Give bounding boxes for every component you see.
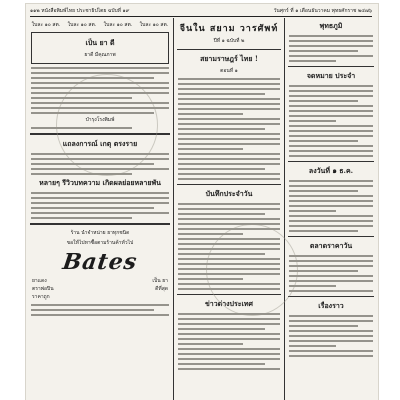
ad-left-line: ราคาถูก [32,294,50,300]
section-headline: เรื่องราว [318,301,344,310]
column-subtitle: ปีที่ ๑ ฉบับที่ ๒ [213,38,245,44]
notice-heading: บำรุงโรงพิมพ์ [85,117,115,123]
notice-box [31,32,169,64]
section-headline: จดหมาย ประจำ [306,71,356,80]
article-headline: สยามราษฎร์ ไทย ! [200,54,258,63]
price-label: ใบละ ๑๐ สต. [31,22,61,28]
price-label: ใบละ ๑๐ สต. [139,22,169,28]
ad-right-line: ดีที่สุด [155,286,168,292]
ad-right [152,277,168,301]
article-subtitle: ตอนที่ ๑ [220,68,238,74]
watermark-stamp [56,74,158,176]
column-title: จีนใน สยาม วารศัพท์ [179,24,279,34]
ad-body [32,277,168,301]
section-headline: ตลาดราคาวัน [309,241,353,250]
ad-left-line: ตราพ่อปิน [32,286,54,292]
section-headline: หลายๆ รีวิวบทความ เกิดผลย่อยหลายพัน [39,178,161,187]
masthead [30,6,372,17]
price-row [28,21,172,29]
ad-second-line: ขอให้ไปหาซื้อตามร้านค้าทั่วไป [66,240,134,246]
ad-left-line: ยาแดง [32,278,47,284]
ad-right-line: เป็น ยา [152,278,168,284]
price-label: ใบละ ๑๐ สต. [103,22,133,28]
masthead-right: วันศุกร์ ที่ ๑ เดือนธันวาคม พุทธศักราช ๒๔๗๖ [273,8,372,14]
price-label: ใบละ ๑๐ สต. [67,22,97,28]
column-rule [173,18,174,400]
newspaper-page [26,4,378,400]
ad-left [32,277,54,301]
box-subtitle: ยาดี มีคุณภาพ [84,52,116,58]
ad-top-line: ร้าน นำจำหน่าย ยาทุกชนิด [70,230,130,236]
box-title: เป็น ยา ดี [85,38,115,47]
column-middle [175,18,283,400]
article-headline: แถลงการณ์ เกตุ ตรงราย [62,139,138,148]
masthead-left: ๑๑๒ หนังสือพิมพ์ไทย ประชาธิปไตย ฉบับที่ ๑๙ [30,8,130,14]
brand-logo: Bates [60,249,140,275]
section-headline: ข่าวต่างประเทศ [205,299,253,308]
column-title: พุทธภูมิ [319,21,343,30]
column-rule [284,18,285,400]
column-right [286,18,376,400]
section-headline: บันทึกประจำวัน [205,189,253,198]
section-headline: ลงวันที่ ๑ ธ.ค. [308,166,354,175]
watermark-stamp [206,224,298,316]
